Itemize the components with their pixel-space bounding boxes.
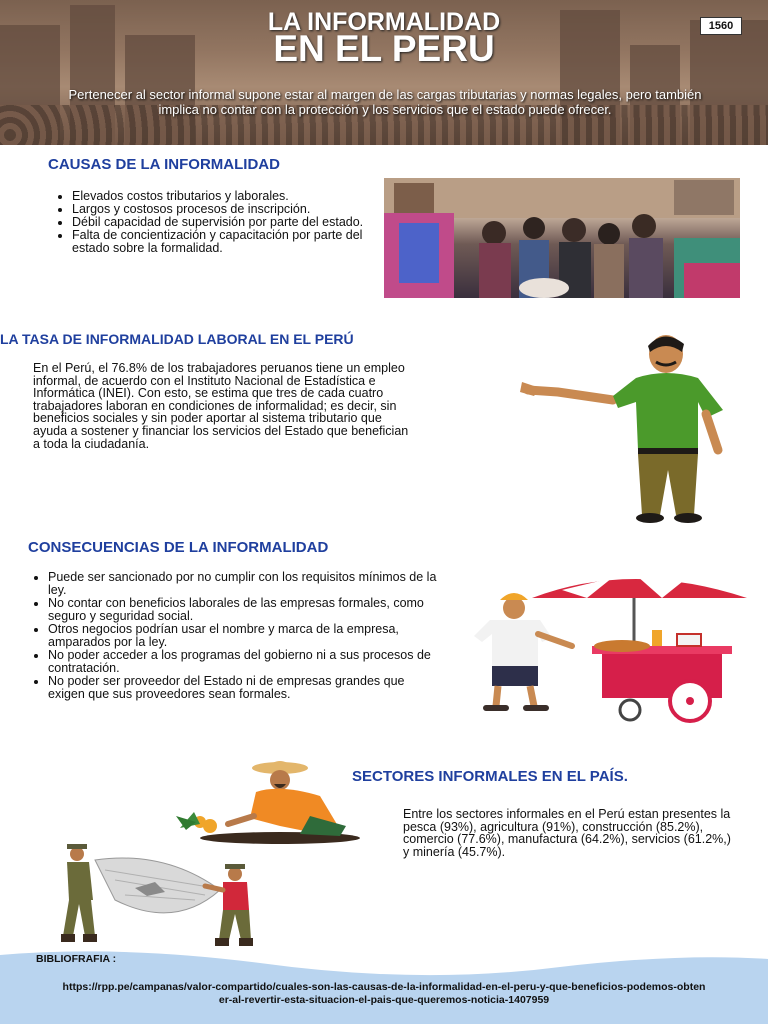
causas-heading: CAUSAS DE LA INFORMALIDAD [48,156,280,173]
tasa-heading: LA TASA DE INFORMALIDAD LABORAL EN EL PERÚ [0,331,354,347]
list-item: • Débil capacidad de supervisión por parte del estado. [72,216,382,229]
bibliografia-heading: BIBLIOFRAFIA : [36,953,117,965]
header-tagline: Pertenecer al sector informal supone estar al margen de las cargas tributarias y normas legales, pero también implica no contar con la protección y los servicios que el estado puede ofrecer. [68,87,702,117]
consecuencias-heading: CONSECUENCIAS DE LA INFORMALIDAD [28,539,329,556]
list-item: • Elevados costos tributarios y laborales. [72,190,382,203]
page-title-line1: LA INFORMALIDAD [267,8,501,36]
list-item: • Puede ser sancionado por no cumplir con los requisitos mínimos de la ley. [48,571,438,597]
consecuencias-list [24,571,438,701]
street-number-sign: 1560 [700,17,742,35]
street-market-photo [384,178,740,298]
causas-list [48,190,382,255]
list-item: • No poder ser proveedor del Estado ni de empresas grandes que exigen que sus proveedores sean formales. [48,675,438,701]
bibliografia-link[interactable]: https://rpp.pe/campanas/valor-compartido/cuales-son-las-causas-de-la-informalidad-en-el-peru-y-que-beneficios-podemos-obtener-al-revertir-esta-situacion-el-pais-que-queremos-noticia-1407959 [62,981,706,1006]
tasa-paragraph: En el Perú, el 76.8% de los trabajadores peruanos tiene un empleo informal, de acuerdo con el Instituto Nacional de Estadística e Informática (INEI). Con esto, se estima que tres de cada cuatro trabajadores laboran en condiciones de informalidad; es decir, sin beneficios sociales y sin poder aportar al sistema tributario que ayuda a sostener y financiar los servicios del Estado que benefician a toda la ciudadanía. [33,361,409,451]
fishermen-net-illustration [55,840,275,950]
list-item: • Otros negocios podrían usar el nombre y marca de la empresa, amparados por la ley. [48,623,438,649]
header-banner [0,0,768,145]
list-item: • Falta de concientización y capacitación por parte del estado sobre la formalidad. [72,229,382,255]
farmer-planting-illustration [170,756,360,846]
page-title-line2: EN EL PERU [273,28,495,69]
list-item: • Largos y costosos procesos de inscripción. [72,203,382,216]
man-pointing-illustration [518,330,733,525]
list-item: • No contar con beneficios laborales de las empresas formales, como seguro y seguridad social. [48,597,438,623]
list-item: • No poder acceder a los programas del gobierno ni a sus procesos de contratación. [48,649,438,675]
street-vendor-cart-illustration [462,568,752,728]
sectores-paragraph: Entre los sectores informales en el Perú estan presentes la pesca (93%), agricultura (91%), construcción (85.2%), comercio (77.6%), manufactura (64.2%), servicios (61.2%,) y minería (45.7%). [403,807,731,859]
sectores-heading: SECTORES INFORMALES EN EL PAÍS. [352,768,628,785]
